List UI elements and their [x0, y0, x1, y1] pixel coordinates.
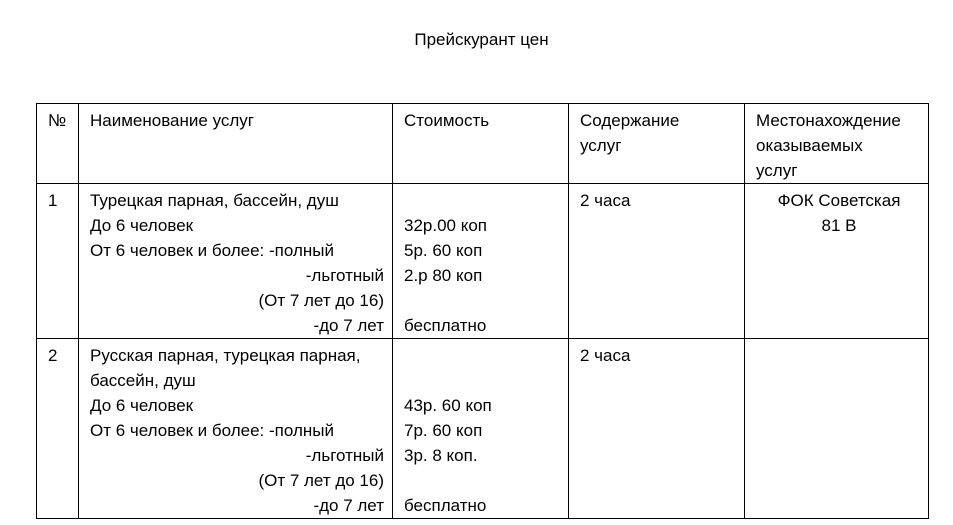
location-line: 81 В: [821, 216, 857, 235]
price-table: [36, 103, 929, 519]
header-location-line: Местонахождение: [756, 111, 901, 130]
service-line: Русская парная, турецкая парная,: [90, 346, 361, 365]
service-line: бассейн, душ: [90, 371, 196, 390]
cost-line: 5р. 60 коп: [404, 241, 483, 260]
cost-cell: [393, 184, 569, 339]
cost-line: 2.р 80 коп: [404, 266, 483, 285]
cost-line: 43р. 60 коп: [404, 396, 492, 415]
table-row: [37, 339, 929, 519]
cost-line: [404, 288, 562, 313]
service-line: От 6 человек и более: -полный: [90, 241, 334, 260]
table-row: [37, 184, 929, 339]
service-line: Турецкая парная, бассейн, душ: [90, 191, 339, 210]
cost-line: 32р.00 коп: [404, 216, 488, 235]
header-cost: Стоимость: [393, 104, 569, 184]
location-line: ФОК Советская: [777, 191, 901, 210]
service-line: -льготный: [305, 446, 384, 465]
duration-cell: 2 часа: [569, 184, 745, 339]
cost-cell: [393, 339, 569, 519]
header-duration-line: Содержание: [580, 111, 680, 130]
row-number: 1: [37, 184, 79, 339]
cost-line: [404, 343, 562, 368]
table-header-row: [37, 104, 929, 184]
header-number: №: [37, 104, 79, 184]
duration-cell: 2 часа: [569, 339, 745, 519]
cost-line: 7р. 60 коп: [404, 421, 483, 440]
row-number: 2: [37, 339, 79, 519]
header-duration: [569, 104, 745, 184]
cost-line: [404, 188, 562, 213]
location-cell: [745, 339, 929, 519]
service-line: От 6 человек и более: -полный: [90, 421, 334, 440]
service-line: -до 7 лет: [313, 316, 384, 335]
cost-line: 3р. 8 коп.: [404, 446, 478, 465]
header-location: [745, 104, 929, 184]
service-line: -льготный: [305, 266, 384, 285]
header-location-line: оказываемых: [756, 136, 863, 155]
service-line: До 6 человек: [90, 396, 194, 415]
service-name-cell: [79, 339, 393, 519]
service-line: (От 7 лет до 16): [258, 471, 384, 490]
cost-line: [404, 368, 562, 393]
page-title: Прейскурант цен: [414, 30, 549, 49]
service-line: До 6 человек: [90, 216, 194, 235]
service-line: (От 7 лет до 16): [258, 291, 384, 310]
service-name-cell: [79, 184, 393, 339]
cost-line: [404, 468, 562, 493]
service-line: -до 7 лет: [313, 496, 384, 515]
cost-line: бесплатно: [404, 496, 487, 515]
header-location-line: услуг: [756, 161, 798, 180]
cost-line: бесплатно: [404, 316, 487, 335]
location-cell: [745, 184, 929, 339]
header-duration-line: услуг: [580, 136, 622, 155]
header-service-name: Наименование услуг: [79, 104, 393, 184]
